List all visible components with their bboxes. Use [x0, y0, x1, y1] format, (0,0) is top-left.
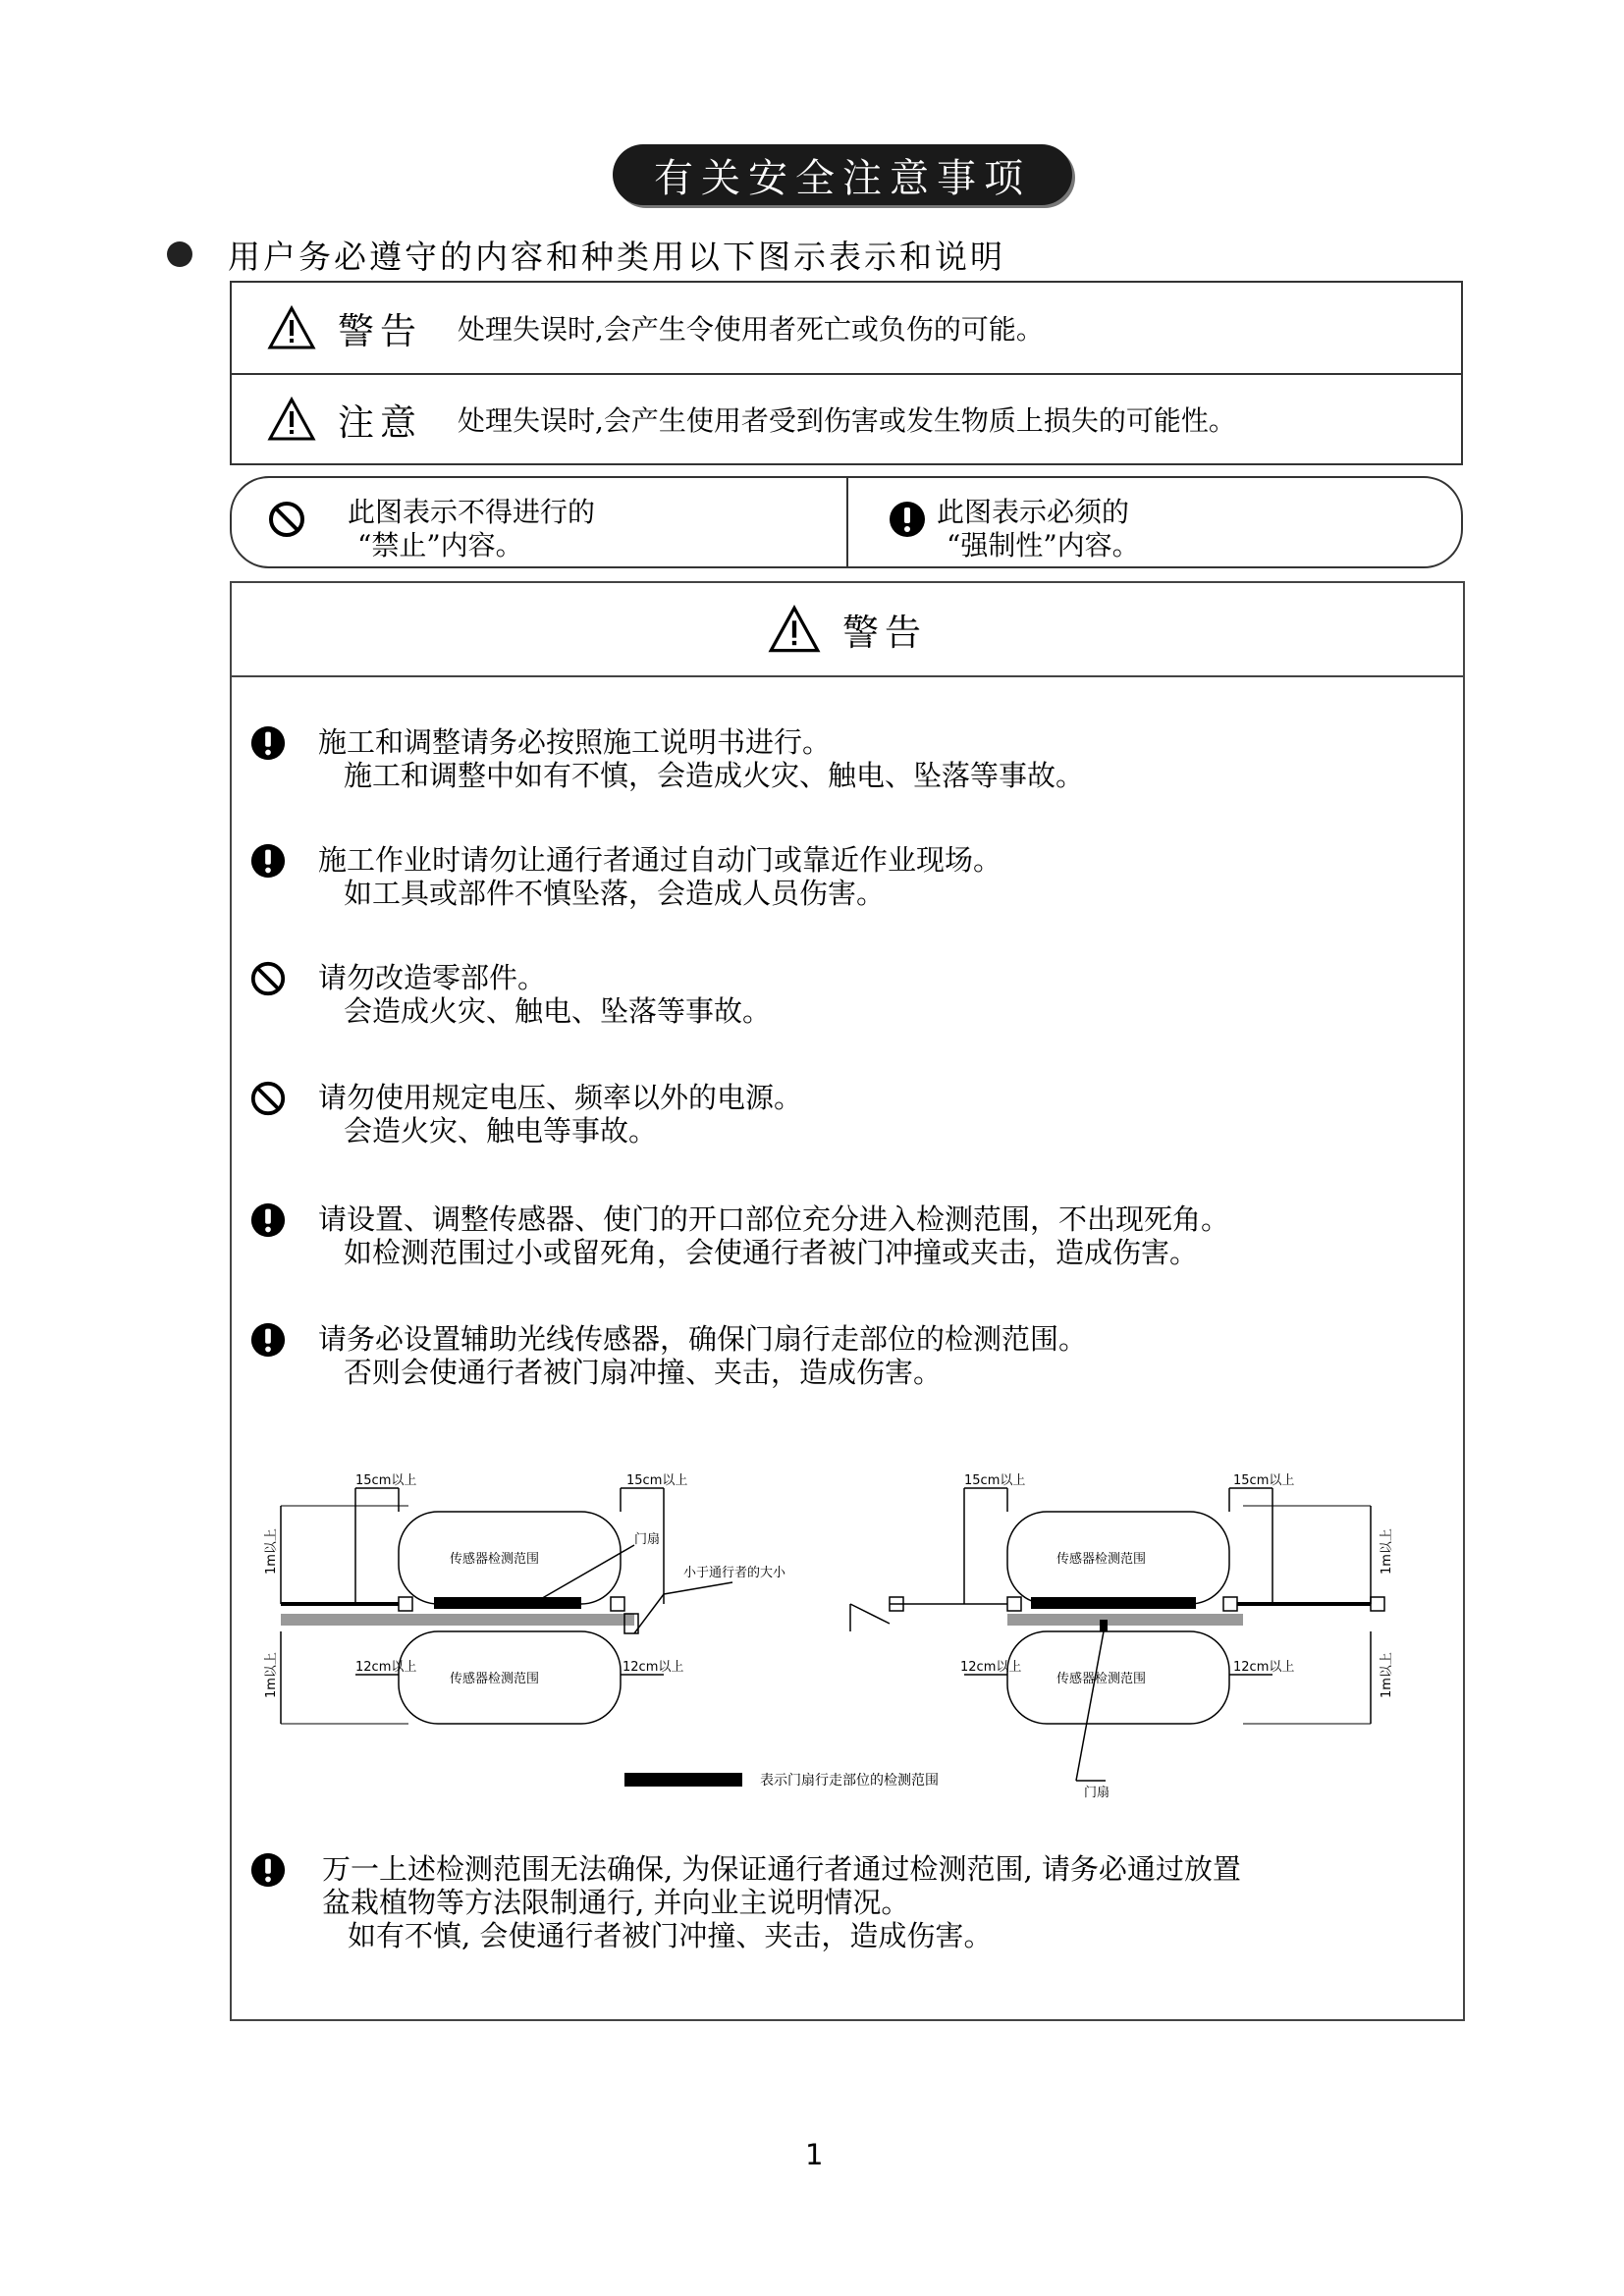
level-row-caution: [232, 374, 1461, 464]
bullet-icon: [167, 241, 192, 267]
legend-label: 表示门扇行走部位的检测范围: [760, 1773, 939, 1789]
warning-header-label: 警告: [842, 612, 927, 654]
mandatory-icon: [888, 500, 927, 539]
warning-section-header: [232, 583, 1463, 677]
left-door-diagram: [264, 1473, 786, 1724]
dim-1m-label: 1m以上: [1380, 1528, 1394, 1575]
dim-15cm-label: 15cm以上: [964, 1473, 1026, 1488]
item-line1: 请勿改造零部件。: [318, 961, 547, 994]
prohibition-icon: [249, 1080, 287, 1117]
mandatory-legend-text: [937, 496, 1140, 562]
mandatory-icon: [249, 1851, 287, 1889]
item-line1: 请设置、调整传感器、使门的开口部位充分进入检测范围，不出现死角。: [318, 1202, 1230, 1236]
warning-triangle-icon: [768, 605, 821, 654]
level-description: 处理失误时,会产生使用者受到伤害或发生物质上损失的可能性。: [458, 404, 1236, 437]
intro-text: 用户务必遵守的内容和种类用以下图示表示和说明: [228, 238, 1005, 276]
item-line3: 如有不慎, 会使通行者被门冲撞、夹击，造成伤害。: [348, 1919, 993, 1952]
symbol-legend: [230, 476, 1463, 568]
mandatory-icon: [249, 1201, 287, 1239]
item-line2: 盆栽植物等方法限制通行, 并向业主说明情况。: [322, 1886, 910, 1919]
item-line1: 施工和调整请务必按照施工说明书进行。: [318, 725, 832, 759]
mandatory-line1: 此图表示必须的: [937, 496, 1130, 528]
item-line2: 如检测范围过小或留死角，会使通行者被门冲撞或夹击，造成伤害。: [344, 1236, 1199, 1269]
dim-12cm-label: 12cm以上: [1233, 1660, 1295, 1675]
dim-12cm-label: 12cm以上: [623, 1660, 684, 1675]
item-line1: 万一上述检测范围无法确保, 为保证通行者通过检测范围, 请务必通过放置: [322, 1852, 1241, 1886]
smaller-than-passer-label: 小于通行者的大小: [683, 1566, 786, 1580]
dim-12cm-label: 12cm以上: [960, 1660, 1022, 1675]
mandatory-line2: “强制性”内容。: [947, 529, 1140, 561]
warning-triangle-icon: [267, 305, 316, 350]
door-leaf-label: 门扇: [634, 1532, 661, 1547]
dim-15cm-label: 15cm以上: [1233, 1473, 1295, 1488]
prohibit-line1: 此图表示不得进行的: [348, 496, 596, 528]
sensor-range-label: 传感器检测范围: [450, 1552, 540, 1567]
door-leaf-label: 门扇: [1084, 1786, 1110, 1800]
item-line1: 施工作业时请勿让通行者通过自动门或靠近作业现场。: [318, 843, 1002, 877]
item-line2: 施工和调整中如有不慎，会造成火灾、触电、坠落等事故。: [344, 759, 1085, 792]
level-row-warning: [232, 283, 1461, 375]
sensor-range-label: 传感器检测范围: [450, 1672, 540, 1686]
dim-1m-label: 1m以上: [1380, 1652, 1394, 1698]
mandatory-icon: [249, 842, 287, 880]
mandatory-icon: [249, 724, 287, 762]
prohibit-legend-text: [348, 496, 595, 562]
legend-swatch: [624, 1773, 742, 1787]
item-line2: 会造火灾、触电等事故。: [344, 1114, 658, 1148]
item-line2: 否则会使通行者被门扇冲撞、夹击，造成伤害。: [344, 1356, 943, 1389]
level-description: 处理失误时,会产生令使用者死亡或负伤的可能。: [458, 313, 1044, 346]
page-number: 1: [805, 2138, 824, 2171]
divider: [846, 478, 848, 566]
sensor-range-label: 传感器检测范围: [1056, 1672, 1147, 1686]
page-title: 有关安全注意事项: [613, 144, 1072, 205]
item-line1: 请勿使用规定电压、频率以外的电源。: [318, 1081, 803, 1114]
level-name: 警告: [338, 310, 422, 352]
mandatory-icon: [249, 1321, 287, 1359]
dim-1m-label: 1m以上: [264, 1652, 279, 1698]
dim-15cm-label: 15cm以上: [626, 1473, 688, 1488]
item-line1: 请务必设置辅助光线传感器，确保门扇行走部位的检测范围。: [318, 1322, 1088, 1356]
prohibition-icon: [267, 500, 306, 539]
dim-1m-label: 1m以上: [264, 1528, 279, 1575]
prohibit-line2: “禁止”内容。: [357, 529, 523, 561]
item-line2: 会造成火灾、触电、坠落等事故。: [344, 994, 772, 1028]
dim-12cm-label: 12cm以上: [355, 1660, 417, 1675]
warning-triangle-icon: [267, 397, 316, 442]
level-name: 注意: [338, 401, 422, 444]
item-line2: 如工具或部件不慎坠落，会造成人员伤害。: [344, 877, 886, 910]
hazard-levels-table: [230, 281, 1463, 465]
prohibition-icon: [249, 960, 287, 997]
right-door-diagram: [850, 1473, 1394, 1800]
sensor-range-label: 传感器检测范围: [1056, 1552, 1147, 1567]
warning-section: [230, 581, 1465, 2021]
dim-15cm-label: 15cm以上: [355, 1473, 417, 1488]
sensor-range-diagram: [261, 1467, 1439, 1820]
